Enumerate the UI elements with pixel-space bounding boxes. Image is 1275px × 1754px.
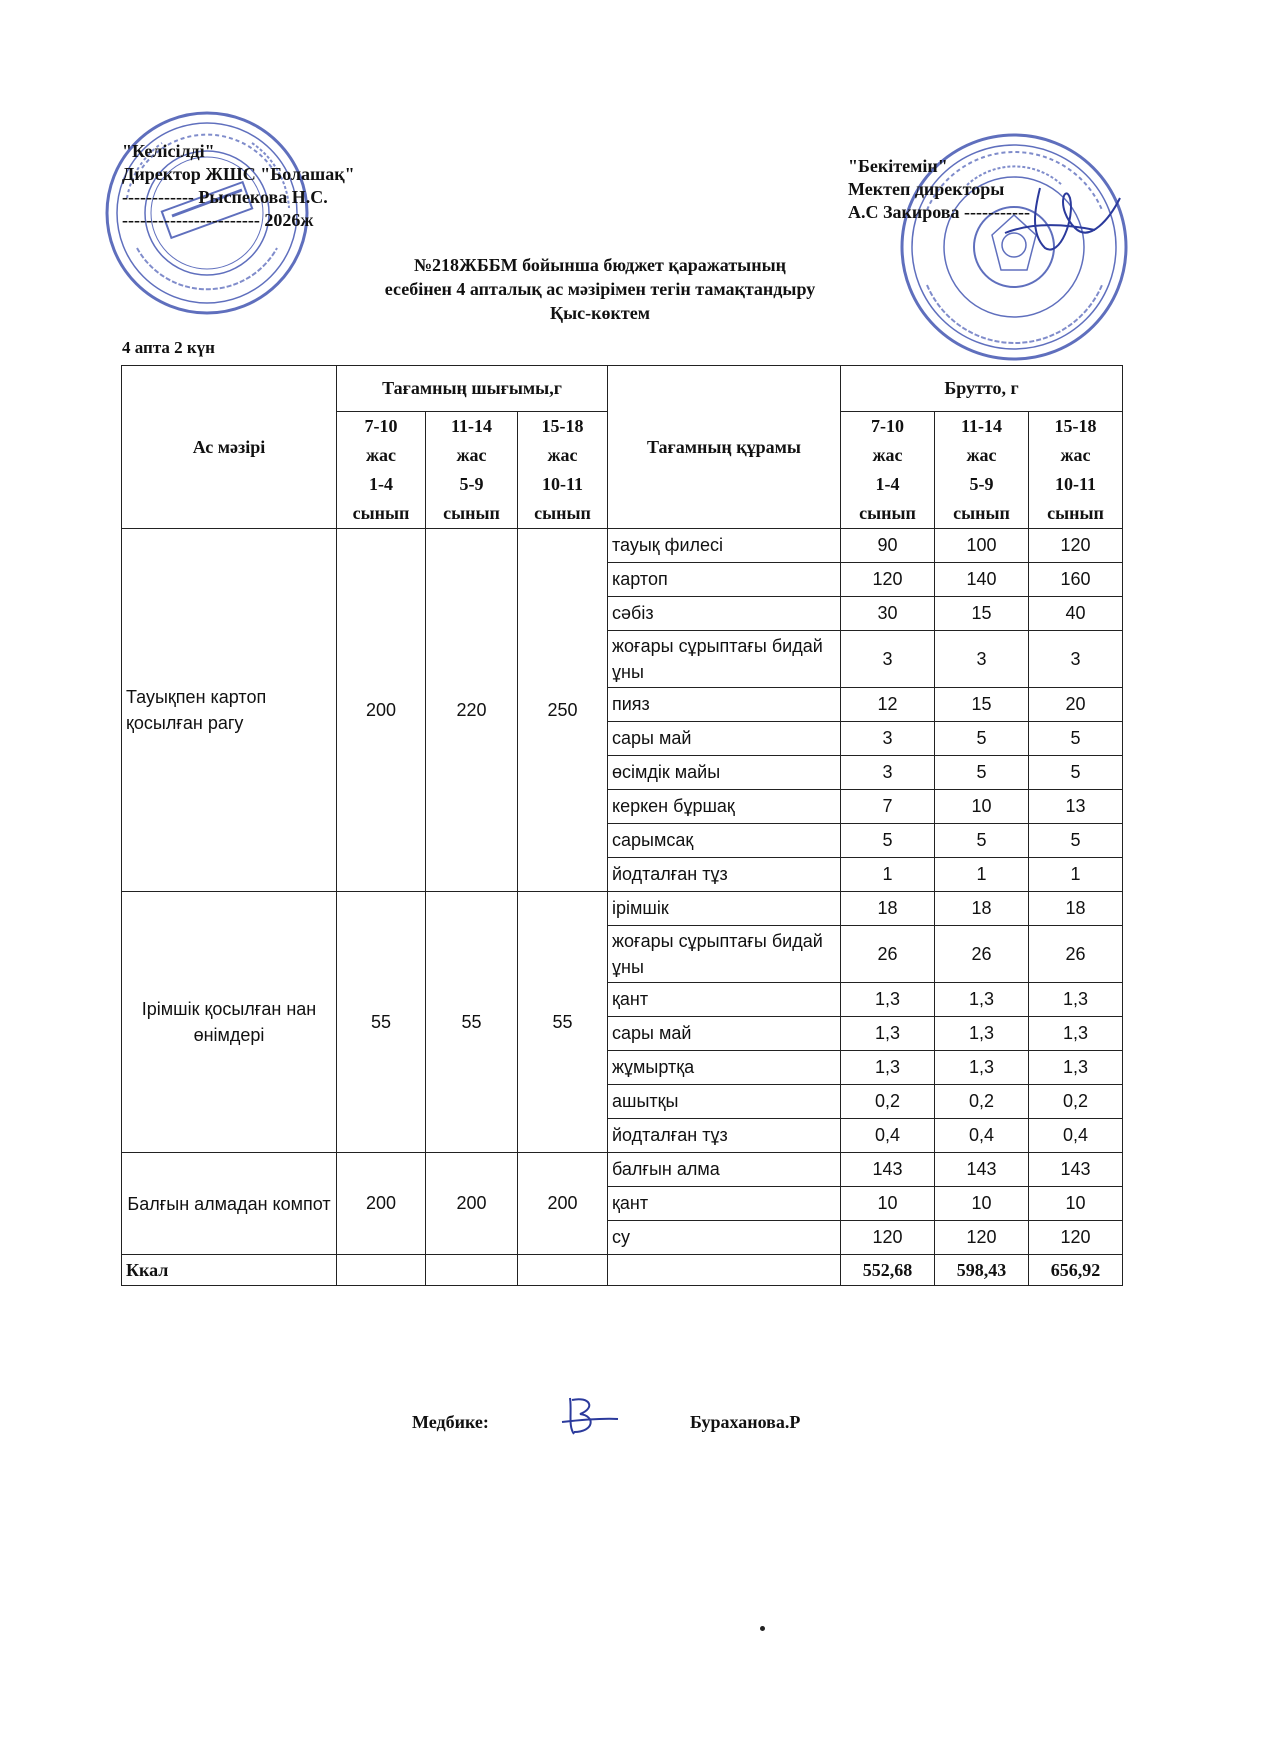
- group-class: сынып: [534, 503, 591, 523]
- ingredient-name: сәбіз: [608, 597, 841, 631]
- dish-output: 200: [518, 1153, 608, 1255]
- brutto-value: 140: [935, 563, 1029, 597]
- ingredient-name: қант: [608, 983, 841, 1017]
- brutto-group-header: [1029, 412, 1123, 529]
- approval-right-line1: "Бекітемін": [848, 156, 948, 176]
- group-word: жас: [872, 445, 903, 465]
- brutto-value: 120: [935, 1221, 1029, 1255]
- brutto-value: 1: [841, 858, 935, 892]
- brutto-value: 26: [1029, 926, 1123, 983]
- ingredient-name: ірімшік: [608, 892, 841, 926]
- brutto-value: 3: [841, 722, 935, 756]
- brutto-value: 100: [935, 529, 1029, 563]
- dish-output: 220: [426, 529, 518, 892]
- brutto-value: 5: [935, 722, 1029, 756]
- brutto-value: 1,3: [935, 1051, 1029, 1085]
- brutto-value: 5: [841, 824, 935, 858]
- brutto-value: 1,3: [841, 1017, 935, 1051]
- brutto-value: 18: [935, 892, 1029, 926]
- brutto-value: 1,3: [935, 983, 1029, 1017]
- output-group-header: [518, 412, 608, 529]
- dish-name: Тауықпен картоп қосылған рагу: [122, 529, 337, 892]
- output-group-header: [426, 412, 518, 529]
- brutto-value: 15: [935, 597, 1029, 631]
- title-line3: Қыс-көктем: [550, 303, 650, 323]
- header-brutto: Брутто, г: [841, 366, 1123, 412]
- group-grade: 1-4: [369, 474, 393, 494]
- empty-cell: [518, 1255, 608, 1286]
- brutto-group-header: [841, 412, 935, 529]
- dish-output: 200: [337, 1153, 426, 1255]
- week-day-label: 4 апта 2 күн: [122, 338, 215, 357]
- empty-cell: [608, 1255, 841, 1286]
- nurse-signature: [560, 1392, 620, 1440]
- ingredient-name: өсімдік майы: [608, 756, 841, 790]
- brutto-value: 3: [935, 631, 1029, 688]
- ingredient-name: йодталған тұз: [608, 1119, 841, 1153]
- ingredient-name: балғын алма: [608, 1153, 841, 1187]
- group-age: 7-10: [364, 416, 398, 436]
- group-grade: 1-4: [875, 474, 900, 494]
- dish-output: 250: [518, 529, 608, 892]
- dish-name: Балғын алмадан компот: [122, 1153, 337, 1255]
- brutto-value: 18: [841, 892, 935, 926]
- group-word: жас: [1060, 445, 1091, 465]
- dish-output: 200: [426, 1153, 518, 1255]
- brutto-value: 10: [841, 1187, 935, 1221]
- empty-cell: [337, 1255, 426, 1286]
- brutto-value: 1,3: [841, 1051, 935, 1085]
- group-word: жас: [547, 445, 578, 465]
- table-row: [122, 892, 1123, 926]
- dish-output: 55: [518, 892, 608, 1153]
- ingredient-name: жоғары сұрыптағы бидай ұны: [608, 926, 841, 983]
- brutto-value: 1,3: [1029, 1051, 1123, 1085]
- group-class: сынып: [953, 503, 1010, 523]
- ingredient-name: су: [608, 1221, 841, 1255]
- group-word: жас: [365, 445, 397, 465]
- brutto-value: 1,3: [1029, 983, 1123, 1017]
- brutto-value: 3: [841, 631, 935, 688]
- ingredient-name: тауық филесі: [608, 529, 841, 563]
- brutto-value: 5: [935, 756, 1029, 790]
- brutto-value: 26: [935, 926, 1029, 983]
- brutto-value: 160: [1029, 563, 1123, 597]
- brutto-value: 5: [1029, 722, 1123, 756]
- group-class: сынып: [1047, 503, 1104, 523]
- brutto-value: 13: [1029, 790, 1123, 824]
- table-row: [122, 529, 1123, 563]
- dish-output: 55: [426, 892, 518, 1153]
- brutto-value: 1,3: [1029, 1017, 1123, 1051]
- brutto-value: 5: [1029, 756, 1123, 790]
- group-grade: 10-11: [541, 474, 583, 494]
- ingredient-name: сарымсақ: [608, 824, 841, 858]
- group-class: сынып: [443, 503, 500, 523]
- group-age: 15-18: [1054, 416, 1097, 436]
- brutto-value: 90: [841, 529, 935, 563]
- brutto-value: 12: [841, 688, 935, 722]
- approval-left-line2: Директор ЖШС "Болашақ": [122, 164, 355, 184]
- brutto-value: 5: [935, 824, 1029, 858]
- output-group-header: [337, 412, 426, 529]
- header-output: Тағамның шығымы,г: [337, 366, 608, 412]
- total-row: [122, 1255, 1123, 1286]
- dish-name: Ірімшік қосылған нан өнімдері: [122, 892, 337, 1153]
- total-label: Ккал: [122, 1255, 337, 1286]
- group-age: 11-14: [960, 416, 1002, 436]
- dish-output: 200: [337, 529, 426, 892]
- group-age: 11-14: [450, 416, 492, 436]
- ingredient-name: керкен бұршақ: [608, 790, 841, 824]
- brutto-value: 0,2: [935, 1085, 1029, 1119]
- brutto-value: 1: [1029, 858, 1123, 892]
- menu-table-body: [122, 529, 1123, 1286]
- brutto-value: 143: [935, 1153, 1029, 1187]
- ingredient-name: жұмыртқа: [608, 1051, 841, 1085]
- group-word: жас: [966, 445, 997, 465]
- brutto-value: 143: [841, 1153, 935, 1187]
- kcal-value: 552,68: [841, 1255, 935, 1286]
- brutto-value: 26: [841, 926, 935, 983]
- brutto-value: 0,4: [841, 1119, 935, 1153]
- header-row-1: [122, 366, 1123, 412]
- menu-table: [121, 365, 1123, 1286]
- brutto-value: 7: [841, 790, 935, 824]
- brutto-group-header: [935, 412, 1029, 529]
- brutto-value: 10: [1029, 1187, 1123, 1221]
- brutto-value: 120: [841, 1221, 935, 1255]
- group-age: 15-18: [541, 416, 584, 436]
- ingredient-name: картоп: [608, 563, 841, 597]
- group-grade: 5-9: [459, 474, 484, 494]
- title-line1: №218ЖББМ бойынша бюджет қаражатының: [413, 255, 787, 275]
- ingredient-name: пияз: [608, 688, 841, 722]
- brutto-value: 0,2: [1029, 1085, 1123, 1119]
- brutto-value: 143: [1029, 1153, 1123, 1187]
- brutto-value: 20: [1029, 688, 1123, 722]
- kcal-value: 598,43: [935, 1255, 1029, 1286]
- kcal-value: 656,92: [1029, 1255, 1123, 1286]
- nurse-role: Медбике:: [412, 1412, 489, 1432]
- ingredient-name: жоғары сұрыптағы бидай ұны: [608, 631, 841, 688]
- brutto-value: 0,4: [1029, 1119, 1123, 1153]
- brutto-value: 30: [841, 597, 935, 631]
- dish-output: 55: [337, 892, 426, 1153]
- brutto-value: 0,4: [935, 1119, 1029, 1153]
- brutto-value: 1,3: [841, 983, 935, 1017]
- brutto-value: 120: [841, 563, 935, 597]
- approval-left-block: [122, 140, 355, 232]
- title-line2: есебінен 4 апталық ас мәзірімен тегін тамақтандыру: [384, 279, 816, 299]
- ingredient-name: йодталған тұз: [608, 858, 841, 892]
- brutto-value: 10: [935, 790, 1029, 824]
- ingredient-name: ашытқы: [608, 1085, 841, 1119]
- document-title: [300, 253, 900, 325]
- group-class: сынып: [859, 503, 916, 523]
- brutto-value: 10: [935, 1187, 1029, 1221]
- brutto-value: 3: [1029, 631, 1123, 688]
- ingredient-name: қант: [608, 1187, 841, 1221]
- approval-left-line3: ------------ Рыспекова Н.С.: [122, 187, 328, 207]
- group-grade: 10-11: [1054, 474, 1096, 494]
- brutto-value: 120: [1029, 529, 1123, 563]
- scan-speck: [760, 1626, 765, 1631]
- approval-right-line3: А.С Закирова -----------: [848, 202, 1030, 222]
- group-grade: 5-9: [969, 474, 994, 494]
- header-composition: Тағамның құрамы: [608, 366, 841, 529]
- group-class: сынып: [352, 503, 410, 523]
- brutto-value: 3: [841, 756, 935, 790]
- approval-left-line4: ----------------------- 2026ж: [122, 210, 314, 230]
- brutto-value: 0,2: [841, 1085, 935, 1119]
- group-age: 7-10: [871, 416, 904, 436]
- brutto-value: 18: [1029, 892, 1123, 926]
- approval-left-line1: "Келісілді": [122, 141, 215, 161]
- brutto-value: 1: [935, 858, 1029, 892]
- brutto-value: 120: [1029, 1221, 1123, 1255]
- ingredient-name: сары май: [608, 1017, 841, 1051]
- brutto-value: 1,3: [935, 1017, 1029, 1051]
- ingredient-name: сары май: [608, 722, 841, 756]
- table-row: [122, 1153, 1123, 1187]
- brutto-value: 5: [1029, 824, 1123, 858]
- brutto-value: 15: [935, 688, 1029, 722]
- director-signature: [1000, 178, 1130, 258]
- empty-cell: [426, 1255, 518, 1286]
- nurse-name: Бураханова.Р: [690, 1412, 801, 1432]
- brutto-value: 40: [1029, 597, 1123, 631]
- group-word: жас: [456, 445, 487, 465]
- approval-right-line2: Мектеп директоры: [848, 179, 1005, 199]
- header-menu: Ас мәзірі: [122, 366, 337, 529]
